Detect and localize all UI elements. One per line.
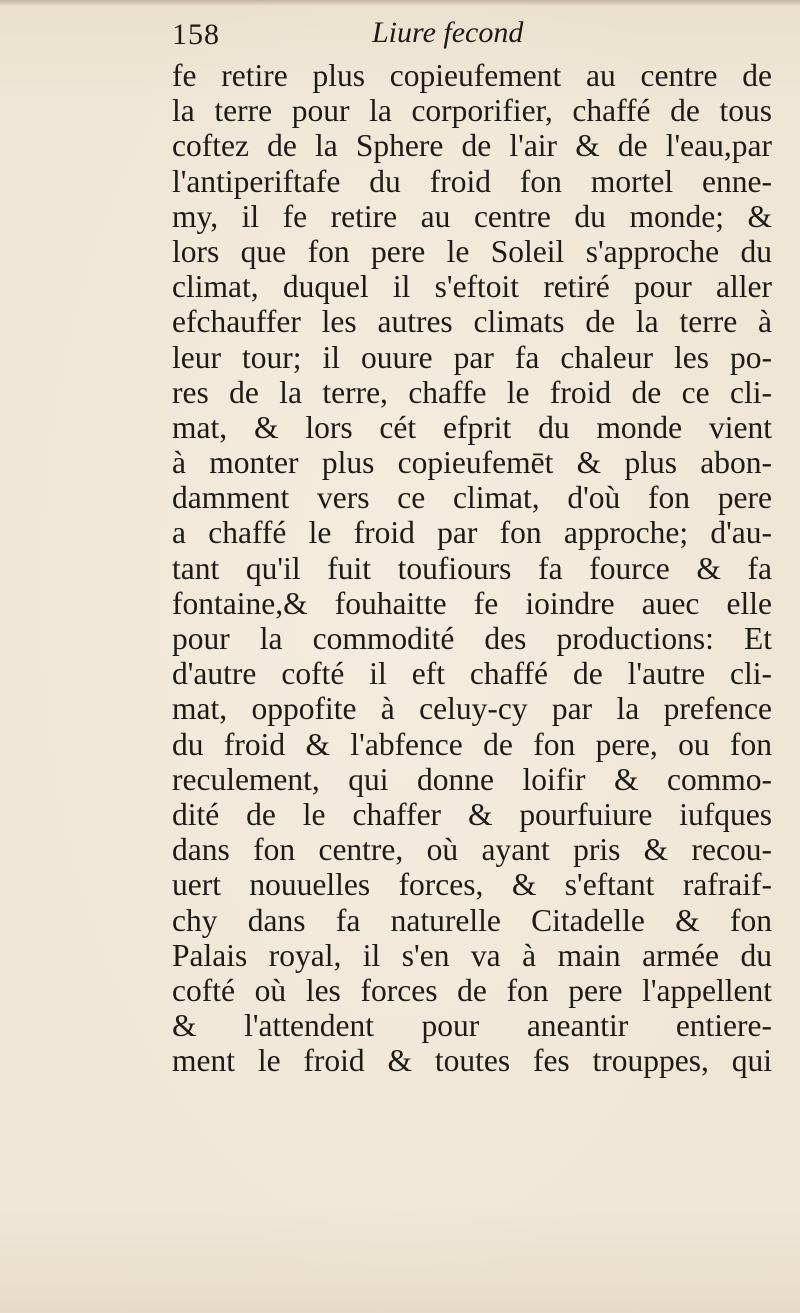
text-line: fontaine,& fouhaitte fe ioindre auec elle xyxy=(172,585,772,621)
text-line: dité de le chaffer & pourfuiure iufques xyxy=(172,796,772,832)
text-line: du froid & l'abfence de fon pere, ou fon xyxy=(172,726,772,762)
text-line: fe retire plus copieufement au centre de xyxy=(172,58,772,93)
text-line: ment le froid & toutes fes trouppes, qui xyxy=(172,1043,772,1079)
text-line: res de la terre, chaffe le froid de ce cli- xyxy=(172,374,772,410)
text-line: mat, & lors cét efprit du monde vient xyxy=(172,409,772,445)
text-line: leur tour; il ouure par fa chaleur les po- xyxy=(172,339,772,375)
text-line: my, il fe retire au centre du monde; & xyxy=(172,198,772,234)
text-line: a chaffé le froid par fon approche; d'au- xyxy=(172,515,772,551)
text-line: d'autre cofté il eft chaffé de l'autre cli- xyxy=(172,656,772,692)
text-line: climat, duquel il s'eftoit retiré pour aller xyxy=(172,269,772,305)
text-line: la terre pour la corporifier, chaffé de tous xyxy=(172,93,772,129)
text-line: & l'attendent pour aneantir entiere- xyxy=(172,1008,772,1044)
text-line: pour la commodité des productions: Et xyxy=(172,621,772,656)
text-line: l'antiperiftafe du froid fon mortel enne- xyxy=(172,163,772,199)
text-line: efchauffer les autres climats de la terre à xyxy=(172,304,772,340)
text-line: chy dans fa naturelle Citadelle & fon xyxy=(172,902,772,938)
text-line: tant qu'il fuit toufiours fa fource & fa xyxy=(172,550,772,586)
running-head: Liure fecond xyxy=(372,16,524,49)
text-line: à monter plus copieufemēt & plus abon- xyxy=(172,445,772,481)
text-line: damment vers ce climat, d'où fon pere xyxy=(172,480,772,516)
text-line: reculement, qui donne loifir & commo- xyxy=(172,761,772,797)
text-line: Palais royal, il s'en va à main armée du xyxy=(172,937,772,973)
text-line: lors que fon pere le Soleil s'approche du xyxy=(172,233,772,269)
page-top-edge xyxy=(0,0,800,6)
text-line: uert nouuelles forces, & s'eftant rafraif- xyxy=(172,867,772,903)
text-line: coftez de la Sphere de l'air & de l'eau,par xyxy=(172,128,772,164)
text-line: dans fon centre, où ayant pris & recou- xyxy=(172,832,772,868)
page-number: 158 xyxy=(172,18,220,51)
page-header xyxy=(172,14,632,58)
text-line: mat, oppofite à celuy-cy par la prefence xyxy=(172,691,772,727)
text-line: cofté où les forces de fon pere l'appellent xyxy=(172,972,772,1008)
body-text xyxy=(172,58,772,1078)
